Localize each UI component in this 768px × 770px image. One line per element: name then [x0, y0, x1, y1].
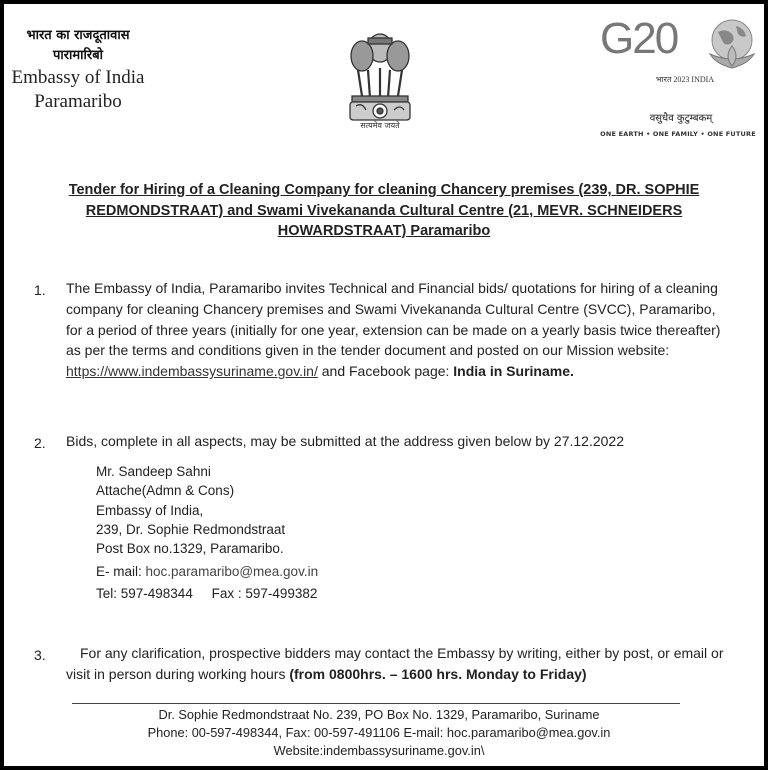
contact-designation: Attache(Admn & Cons)	[96, 483, 235, 499]
item-2-text: Bids, complete in all aspects, may be submitted at the address given below by 27.12.2022	[66, 433, 624, 449]
item-3-text: For any clarification, prospective bidders may contact the Embassy by writing, either by post, or email or visit in person during working hours (from 0800hrs. – 1600 hrs. Monday to Friday)	[66, 645, 724, 682]
contact-tel: Tel: 597-498344	[96, 585, 193, 601]
item-number: 3.	[34, 647, 46, 663]
embassy-letterhead	[8, 26, 148, 114]
item-number: 2.	[34, 435, 46, 451]
address-po-box: Post Box no.1329, Paramaribo.	[96, 541, 284, 557]
contact-fax: Fax : 597-499382	[211, 585, 318, 601]
footer-contact: Phone: 00-597-498344, Fax: 00-597-491106 E-mail: hoc.paramaribo@mea.gov.in	[147, 725, 611, 740]
contact-email-line: E- mail: hoc.paramaribo@mea.gov.in	[96, 564, 319, 580]
hindi-embassy-name: भारत का राजदूतावास	[26, 28, 130, 43]
g20-year: भारत 2023 INDIA	[655, 75, 715, 84]
embassy-city: Paramaribo	[34, 91, 122, 112]
footer-address: Dr. Sophie Redmondstraat No. 239, PO Box No. 1329, Paramaribo, Suriname	[158, 707, 600, 722]
embassy-name: Embassy of India	[11, 67, 145, 88]
submission-address	[96, 462, 318, 603]
g20-logo-text: G20	[600, 14, 678, 63]
globe-lotus-icon	[704, 16, 760, 72]
letterhead-footer	[64, 706, 694, 760]
g20-hindi-slogan: वसुधैव कुटुम्बकम्	[649, 113, 713, 124]
emblem-motto: सत्यमेव जयते	[360, 121, 400, 130]
g20-logo	[600, 14, 764, 144]
address-street: 239, Dr. Sophie Redmondstraat	[96, 521, 286, 537]
address-org: Embassy of India,	[96, 502, 204, 518]
item-1-text: The Embassy of India, Paramaribo invites Technical and Financial bids/ quotations for hiring of a cleaning company for cleaning Chancery premises and Swami Vivekananda Cultural Centre (SVCC), Paramaribo, for a period of three years (initially for one year, extension can be made on a yearly basis twice thereafter) as per the terms and conditions given in the tender document and posted on our Mission website: https://www.indembassysuriname.gov.in/ and Facebook page: India in Suriname.	[66, 280, 721, 380]
working-hours: (from 0800hrs. – 1600 hrs. Monday to Friday)	[289, 665, 587, 682]
facebook-page-name: India in Suriname.	[453, 363, 574, 380]
g20-tagline: ONE EARTH • ONE FAMILY • ONE FUTURE	[600, 130, 756, 138]
footer-divider	[72, 703, 680, 704]
mission-website-link[interactable]: https://www.indembassysuriname.gov.in/	[66, 363, 318, 380]
tender-title: Tender for Hiring of a Cleaning Company for cleaning Chancery premises (239, DR. SOPHIE REDMONDSTRAAT) and Swami Vivekananda Cultural Centre (21, MEVR. SCHNEIDERS HOWARDSTRAAT) Paramaribo	[68, 182, 700, 239]
contact-name: Mr. Sandeep Sahni	[96, 464, 211, 479]
hindi-city-name: पारामारिबो	[52, 48, 104, 63]
contact-email[interactable]: hoc.paramaribo@mea.gov.in	[145, 564, 319, 580]
item-number: 1.	[34, 282, 46, 298]
document-page	[4, 4, 764, 766]
contact-phone-line	[96, 584, 318, 603]
footer-website[interactable]: Website:indembassysuriname.gov.in\	[273, 743, 485, 758]
